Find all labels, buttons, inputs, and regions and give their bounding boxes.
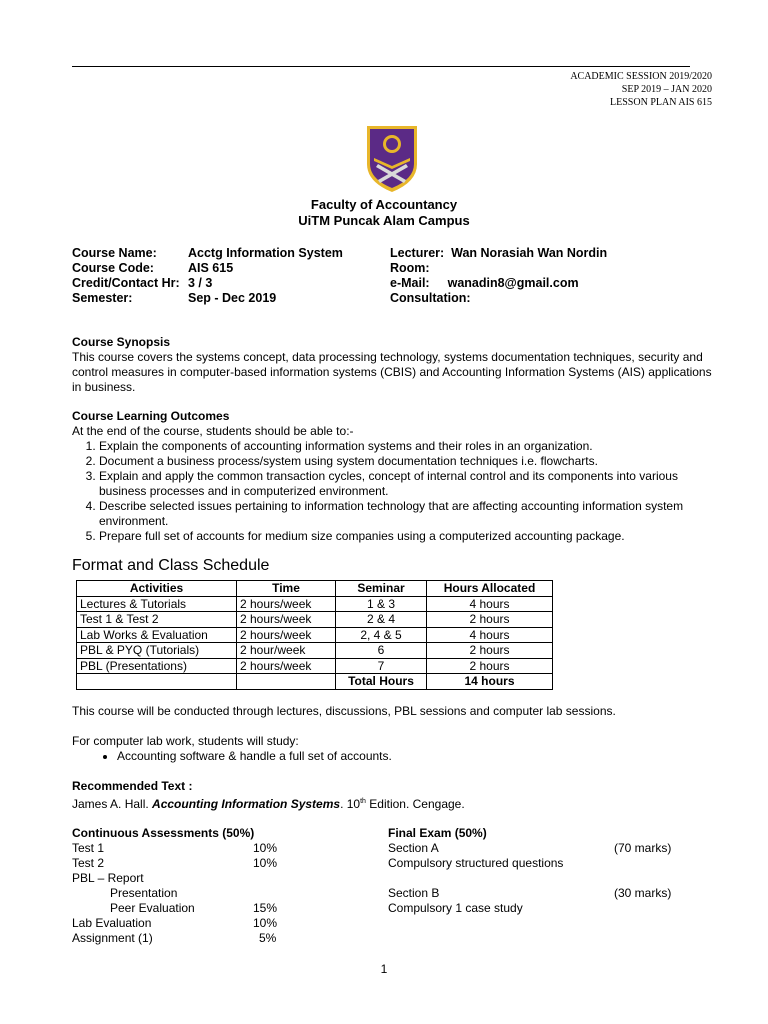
course-name-label: Course Name: [72, 246, 157, 260]
section-b-marks: (30 marks) [614, 886, 672, 900]
conduct-text: This course will be conducted through lectures, discussions, PBL sessions and computer lab sessions. [72, 704, 616, 718]
credit-value: 3 / 3 [188, 276, 213, 290]
table-row [77, 643, 553, 659]
lecturer-info-labels [390, 246, 607, 306]
book-edition-pre: . 10 [340, 797, 361, 811]
cell-seminar: 2 & 4 [336, 612, 427, 628]
campus-name: UiTM Puncak Alam Campus [298, 213, 470, 228]
course-info-values [188, 246, 343, 306]
table-row [77, 612, 553, 628]
table-row [77, 596, 553, 612]
cell-seminar: 6 [336, 643, 427, 659]
assessment-item: Lab Evaluation [72, 916, 152, 930]
header-hours: Hours Allocated [427, 581, 553, 597]
email-value: wanadin8@gmail.com [447, 276, 579, 290]
cell-time: 2 hours/week [237, 627, 336, 643]
cell-hours: 2 hours [427, 643, 553, 659]
assessment-value: 15% [253, 901, 278, 915]
header-activities: Activities [77, 581, 237, 597]
final-exam-title: Final Exam (50%) [388, 826, 487, 840]
cell-time: 2 hours/week [237, 612, 336, 628]
section-a-desc: Compulsory structured questions [388, 856, 564, 870]
faculty-name: Faculty of Accountancy [310, 197, 458, 212]
book-edition-post: Edition. Cengage. [365, 797, 465, 811]
assessment-item: Test 2 [72, 856, 105, 870]
assessment-item: PBL – Report [72, 871, 144, 885]
semester-label: Semester: [72, 291, 133, 305]
session-line-2: SEP 2019 – JAN 2020 [621, 84, 712, 95]
room-label: Room: [390, 261, 430, 275]
uitm-logo-icon [364, 124, 420, 194]
outcome-item: 3. Explain and apply the common transaction cycles, concept of internal control and its components into various business processes and in computerized environment. [99, 469, 720, 499]
synopsis-text: This course covers the systems concept, data processing technology, systems documentation techniques, security and control measures in computer-based information systems (CBIS) and Accounting Information Systems (AIS) applications in business. [72, 350, 712, 394]
synopsis-title: Course Synopsis [72, 335, 171, 349]
lab-intro: For computer lab work, students will study: [72, 734, 299, 748]
header-seminar: Seminar [336, 581, 427, 597]
cell-empty [237, 674, 336, 690]
section-b-label: Section B [388, 886, 440, 900]
cell-activity: Lab Works & Evaluation [77, 627, 237, 643]
outcomes-list [72, 439, 720, 544]
total-value: 14 hours [427, 674, 553, 690]
cell-seminar: 1 & 3 [336, 596, 427, 612]
course-code-value: AIS 615 [188, 261, 234, 275]
session-line-3: LESSON PLAN AIS 615 [610, 97, 712, 108]
assessment-value: 10% [253, 916, 278, 930]
recommended-title: Recommended Text : [72, 779, 193, 793]
consultation-label: Consultation: [390, 291, 471, 305]
cell-hours: 4 hours [427, 627, 553, 643]
schedule-title: Format and Class Schedule [72, 557, 270, 574]
session-line-1: ACADEMIC SESSION 2019/2020 [570, 71, 712, 82]
cell-activity: Lectures & Tutorials [77, 596, 237, 612]
outcomes-intro: At the end of the course, students should be able to:- [72, 424, 354, 438]
email-label: e-Mail: [390, 276, 430, 290]
assessment-item: Presentation [110, 886, 178, 900]
course-synopsis [72, 335, 720, 395]
assessment-value: 10% [253, 841, 278, 855]
cell-hours: 4 hours [427, 596, 553, 612]
schedule-table [76, 580, 553, 690]
cell-seminar: 2, 4 & 5 [336, 627, 427, 643]
cell-activity: PBL (Presentations) [77, 658, 237, 674]
book-author: James A. Hall. [72, 797, 149, 811]
assessment-title: Continuous Assessments (50%) [72, 826, 255, 840]
table-total-row [77, 674, 553, 690]
outcome-item: 2. Document a business process/system using system documentation techniques i.e. flowcharts. [99, 454, 720, 469]
section-b-desc: Compulsory 1 case study [388, 901, 523, 915]
credit-label: Credit/Contact Hr: [72, 276, 180, 290]
book-edition-sup: th [360, 798, 366, 805]
course-name-value: Acctg Information System [188, 246, 343, 260]
semester-value: Sep - Dec 2019 [188, 291, 277, 305]
header-rule [72, 66, 690, 67]
lecturer-label: Lecturer: [390, 246, 445, 260]
book-title: Accounting Information Systems [152, 797, 341, 811]
table-row [77, 658, 553, 674]
assessment-item: Assignment (1) [72, 931, 153, 945]
outcome-item: 4. Describe selected issues pertaining to information technology that are affecting accounting information system environment. [99, 499, 720, 529]
header-time: Time [237, 581, 336, 597]
assessment-item: Peer Evaluation [110, 901, 195, 915]
table-row [77, 627, 553, 643]
cell-time: 2 hour/week [237, 643, 336, 659]
outcome-item: 1. Explain the components of accounting information systems and their roles in an organization. [99, 439, 720, 454]
cell-hours: 2 hours [427, 658, 553, 674]
cell-time: 2 hours/week [237, 596, 336, 612]
cell-activity: Test 1 & Test 2 [77, 612, 237, 628]
lab-list [72, 749, 720, 764]
lab-item: • Accounting software & handle a full set of accounts. [117, 749, 720, 764]
outcomes-title: Course Learning Outcomes [72, 409, 230, 423]
course-info-labels [72, 246, 180, 306]
cell-activity: PBL & PYQ (Tutorials) [77, 643, 237, 659]
session-info [570, 70, 712, 109]
course-code-label: Course Code: [72, 261, 154, 275]
page-number: 1 [380, 962, 388, 976]
section-a-marks: (70 marks) [614, 841, 672, 855]
cell-time: 2 hours/week [237, 658, 336, 674]
table-header-row [77, 581, 553, 597]
assessment-value: 10% [253, 856, 278, 870]
outcome-item: 5. Prepare full set of accounts for medium size companies using a computerized accounting package. [99, 529, 720, 544]
section-a-label: Section A [388, 841, 439, 855]
assessment-item: Test 1 [72, 841, 105, 855]
learning-outcomes [72, 409, 720, 544]
cell-seminar: 7 [336, 658, 427, 674]
lecturer-value: Wan Norasiah Wan Nordin [451, 246, 608, 260]
cell-empty [77, 674, 237, 690]
cell-hours: 2 hours [427, 612, 553, 628]
total-label: Total Hours [336, 674, 427, 690]
assessment-value: 5% [259, 931, 277, 945]
recommended-text [72, 779, 720, 812]
